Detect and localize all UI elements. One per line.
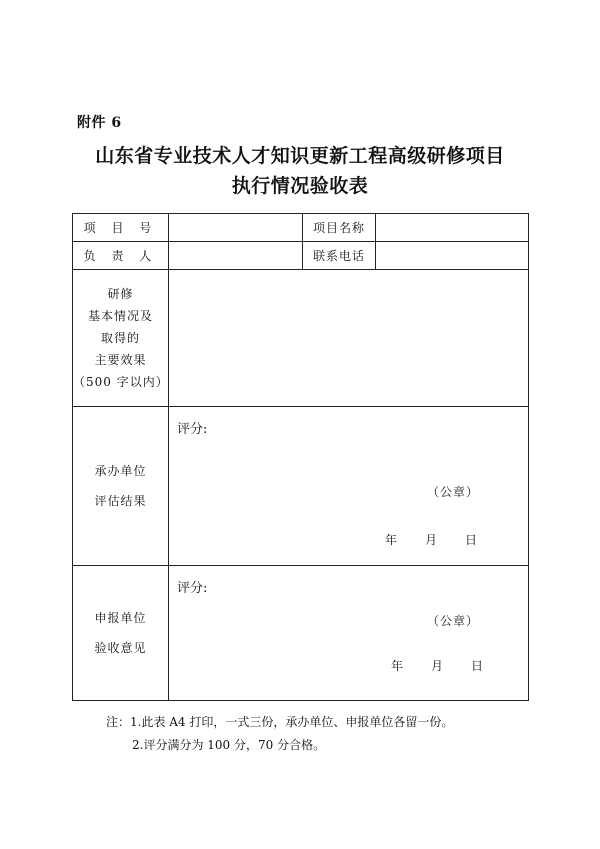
summary-label-line: 取得的: [100, 331, 140, 345]
applicant-seal-label: （公章）: [427, 614, 480, 628]
date-month-label: 月: [431, 659, 444, 673]
table-row: [73, 214, 529, 242]
table-row: [73, 242, 529, 270]
page-subtitle: 执行情况验收表: [231, 175, 369, 197]
page-title: 山东省专业技术人才知识更新工程高级研修项目: [95, 145, 505, 167]
organizer-label-line: 承办单位: [94, 464, 147, 478]
phone-field[interactable]: [376, 242, 529, 270]
organizer-evaluation-label: [73, 407, 169, 566]
summary-label-line: 主要效果: [94, 353, 147, 367]
date-year-label: 年: [391, 659, 404, 673]
date-day-label: 日: [471, 659, 484, 673]
organizer-evaluation-field[interactable]: [169, 407, 529, 566]
applicant-label-line: 验收意见: [94, 641, 147, 655]
organizer-date: [385, 531, 485, 545]
summary-label: [73, 270, 169, 407]
date-day-label: 日: [465, 533, 478, 547]
applicant-opinion-field[interactable]: [169, 566, 529, 701]
applicant-date: [391, 657, 491, 671]
footnote-line: 2.评分满分为 100 分，70 分合格。: [132, 738, 326, 752]
organizer-seal-label: （公章）: [427, 485, 480, 499]
leader-field[interactable]: [169, 242, 303, 270]
applicant-score-label: 评分:: [177, 581, 208, 596]
leader-label: 负 责 人: [73, 242, 169, 270]
project-name-label: 项目名称: [303, 214, 376, 242]
acceptance-form-table: [72, 213, 529, 701]
phone-label: 联系电话: [303, 242, 376, 270]
organizer-label-line: 评估结果: [94, 494, 147, 508]
organizer-score-label: 评分:: [177, 422, 208, 437]
summary-label-line: 研修: [107, 287, 134, 301]
project-name-field[interactable]: [376, 214, 529, 242]
date-month-label: 月: [425, 533, 438, 547]
summary-label-line: 基本情况及: [87, 309, 153, 323]
project-no-label: 项 目 号: [73, 214, 169, 242]
footnote-line: 注：1.此表 A4 打印，一式三份，承办单位、申报单位各留一份。: [106, 715, 454, 729]
summary-field[interactable]: [169, 270, 529, 407]
table-row: [73, 407, 529, 566]
applicant-opinion-label: [73, 566, 169, 701]
date-year-label: 年: [385, 533, 398, 547]
applicant-label-line: 申报单位: [94, 611, 147, 625]
table-row: [73, 566, 529, 701]
attachment-label: 附件 6: [77, 115, 122, 131]
project-no-field[interactable]: [169, 214, 303, 242]
summary-label-line: （500 字以内）: [73, 375, 169, 389]
footnotes: [106, 711, 453, 757]
table-row: [73, 270, 529, 407]
